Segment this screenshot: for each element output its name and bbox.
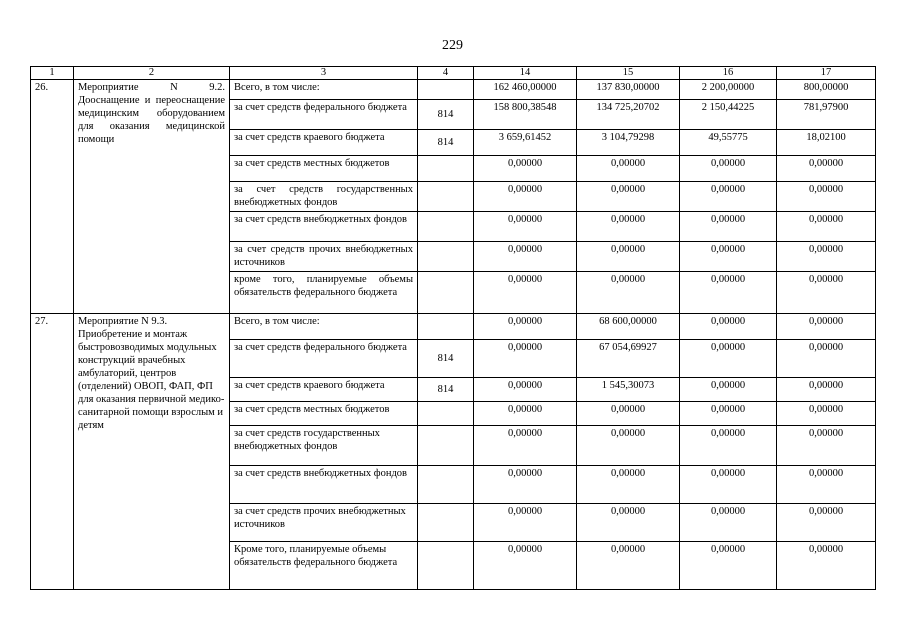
value-col-17: 18,02100 [777, 130, 876, 156]
value-col-17: 0,00000 [777, 340, 876, 378]
budget-code [418, 212, 474, 242]
value-col-15: 3 104,79298 [577, 130, 680, 156]
value-col-17: 0,00000 [777, 272, 876, 314]
value-col-15: 0,00000 [577, 542, 680, 590]
column-header: 3 [230, 67, 418, 80]
value-col-17: 0,00000 [777, 504, 876, 542]
value-col-14: 0,00000 [474, 340, 577, 378]
value-col-15: 0,00000 [577, 242, 680, 272]
value-col-15: 67 054,69927 [577, 340, 680, 378]
value-col-16: 0,00000 [680, 272, 777, 314]
column-header: 14 [474, 67, 577, 80]
budget-code: 814 [418, 130, 474, 156]
value-col-14: 0,00000 [474, 156, 577, 182]
budget-code [418, 80, 474, 100]
value-col-15: 0,00000 [577, 466, 680, 504]
value-col-16: 0,00000 [680, 340, 777, 378]
funding-source: за счет средств прочих внебюджетных источников [230, 242, 418, 272]
value-col-17: 0,00000 [777, 378, 876, 402]
value-col-14: 0,00000 [474, 272, 577, 314]
value-col-15: 68 600,00000 [577, 314, 680, 340]
value-col-16: 0,00000 [680, 212, 777, 242]
value-col-17: 0,00000 [777, 314, 876, 340]
value-col-15: 0,00000 [577, 156, 680, 182]
budget-code [418, 182, 474, 212]
value-col-15: 137 830,00000 [577, 80, 680, 100]
value-col-16: 0,00000 [680, 466, 777, 504]
value-col-14: 0,00000 [474, 314, 577, 340]
value-col-17: 0,00000 [777, 466, 876, 504]
value-col-17: 0,00000 [777, 242, 876, 272]
funding-source: за счет средств прочих внебюджетных источников [230, 504, 418, 542]
value-col-16: 0,00000 [680, 504, 777, 542]
budget-code [418, 426, 474, 466]
event-name: Мероприятие N 9.2. Дооснащение и переоснащение медицинским оборудованием для оказания медицинской помощи [74, 80, 230, 314]
budget-table [30, 66, 876, 590]
value-col-16: 2 150,44225 [680, 100, 777, 130]
funding-source: за счет средств внебюджетных фондов [230, 212, 418, 242]
table-row [31, 314, 876, 340]
budget-code: 814 [418, 378, 474, 402]
event-number: 26. [31, 80, 74, 314]
value-col-17: 0,00000 [777, 156, 876, 182]
budget-code: 814 [418, 100, 474, 130]
value-col-16: 0,00000 [680, 156, 777, 182]
value-col-17: 0,00000 [777, 426, 876, 466]
budget-code: 814 [418, 340, 474, 378]
column-header: 4 [418, 67, 474, 80]
value-col-14: 0,00000 [474, 212, 577, 242]
budget-code [418, 242, 474, 272]
value-col-14: 0,00000 [474, 242, 577, 272]
value-col-14: 0,00000 [474, 378, 577, 402]
value-col-16: 2 200,00000 [680, 80, 777, 100]
column-header: 17 [777, 67, 876, 80]
budget-code [418, 272, 474, 314]
value-col-17: 0,00000 [777, 182, 876, 212]
value-col-16: 0,00000 [680, 542, 777, 590]
value-col-15: 1 545,30073 [577, 378, 680, 402]
column-header: 1 [31, 67, 74, 80]
value-col-16: 0,00000 [680, 402, 777, 426]
budget-code [418, 314, 474, 340]
value-col-17: 0,00000 [777, 212, 876, 242]
table-body [31, 67, 876, 590]
value-col-16: 0,00000 [680, 182, 777, 212]
value-col-14: 162 460,00000 [474, 80, 577, 100]
event-number: 27. [31, 314, 74, 590]
value-col-15: 0,00000 [577, 212, 680, 242]
value-col-14: 0,00000 [474, 504, 577, 542]
budget-code [418, 402, 474, 426]
funding-source: за счет средств государственных внебюджетных фондов [230, 426, 418, 466]
funding-source: за счет средств местных бюджетов [230, 402, 418, 426]
column-header-row [31, 67, 876, 80]
value-col-17: 0,00000 [777, 542, 876, 590]
column-header: 16 [680, 67, 777, 80]
column-header: 15 [577, 67, 680, 80]
value-col-15: 0,00000 [577, 504, 680, 542]
budget-code [418, 156, 474, 182]
funding-source: за счет средств государственных внебюджетных фондов [230, 182, 418, 212]
value-col-14: 0,00000 [474, 542, 577, 590]
value-col-16: 0,00000 [680, 378, 777, 402]
value-col-14: 0,00000 [474, 466, 577, 504]
value-col-16: 0,00000 [680, 314, 777, 340]
value-col-15: 134 725,20702 [577, 100, 680, 130]
funding-source: за счет средств местных бюджетов [230, 156, 418, 182]
value-col-16: 0,00000 [680, 242, 777, 272]
funding-source: Кроме того, планируемые объемы обязательств федерального бюджета [230, 542, 418, 590]
value-col-16: 0,00000 [680, 426, 777, 466]
value-col-14: 0,00000 [474, 426, 577, 466]
value-col-14: 0,00000 [474, 182, 577, 212]
column-header: 2 [74, 67, 230, 80]
table-row [31, 80, 876, 100]
value-col-15: 0,00000 [577, 426, 680, 466]
value-col-16: 49,55775 [680, 130, 777, 156]
value-col-15: 0,00000 [577, 402, 680, 426]
funding-source: Всего, в том числе: [230, 314, 418, 340]
budget-code [418, 542, 474, 590]
value-col-17: 781,97900 [777, 100, 876, 130]
funding-source: кроме того, планируемые объемы обязательств федерального бюджета [230, 272, 418, 314]
value-col-15: 0,00000 [577, 182, 680, 212]
funding-source: Всего, в том числе: [230, 80, 418, 100]
funding-source: за счет средств краевого бюджета [230, 378, 418, 402]
funding-source: за счет средств федерального бюджета [230, 340, 418, 378]
funding-source: за счет средств федерального бюджета [230, 100, 418, 130]
page-number: 229 [442, 38, 463, 53]
value-col-15: 0,00000 [577, 272, 680, 314]
budget-code [418, 504, 474, 542]
event-name: Мероприятие N 9.3. Приобретение и монтаж быстровозводимых модульных конструкций врачебных амбулаторий, центров (отделений) ОВОП, ФАП, ФП для оказания первичной медико-санитарной помощи взрослым и детям [74, 314, 230, 590]
funding-source: за счет средств краевого бюджета [230, 130, 418, 156]
value-col-17: 0,00000 [777, 402, 876, 426]
budget-code [418, 466, 474, 504]
value-col-14: 0,00000 [474, 402, 577, 426]
funding-source: за счет средств внебюджетных фондов [230, 466, 418, 504]
value-col-17: 800,00000 [777, 80, 876, 100]
value-col-14: 158 800,38548 [474, 100, 577, 130]
value-col-14: 3 659,61452 [474, 130, 577, 156]
